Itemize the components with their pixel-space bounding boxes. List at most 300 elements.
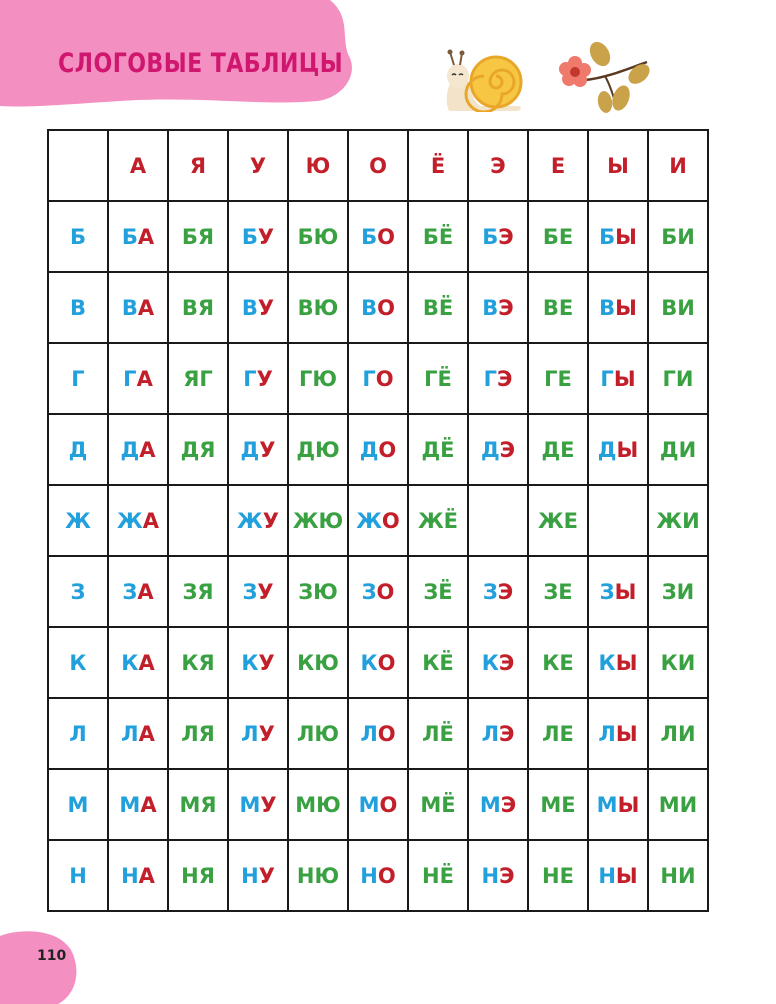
syllable-cell xyxy=(648,201,708,272)
syllable-vowel: У xyxy=(262,508,279,533)
syllable-cell xyxy=(348,201,408,272)
syllable-consonant: В xyxy=(422,295,439,320)
syllable-vowel: И xyxy=(677,650,696,675)
syllable-consonant: М xyxy=(479,792,501,817)
syllable-cell xyxy=(528,272,588,343)
syllable-cell xyxy=(528,201,588,272)
syllable-cell xyxy=(588,201,648,272)
syllable-vowel: Э xyxy=(498,650,515,675)
syllable-vowel: Я xyxy=(200,792,217,817)
syllable-consonant: Ж xyxy=(417,508,444,533)
syllable-cell xyxy=(108,343,168,414)
consonant-cell: Б xyxy=(48,201,108,272)
syllable-consonant: Л xyxy=(121,721,139,746)
syllable-vowel: И xyxy=(682,508,700,533)
syllable-cell xyxy=(108,272,168,343)
syllable-cell xyxy=(648,840,708,911)
syllable-vowel: Я xyxy=(198,721,215,746)
syllable-cell xyxy=(288,556,348,627)
syllable-cell xyxy=(408,769,468,840)
syllable-cell xyxy=(228,769,288,840)
syllable-vowel: Э xyxy=(500,792,517,817)
syllable-vowel: О xyxy=(381,508,400,533)
syllable-consonant: Н xyxy=(481,863,500,888)
syllable-cell xyxy=(408,201,468,272)
syllable-cell xyxy=(528,414,588,485)
syllable-consonant: К xyxy=(360,650,378,675)
syllable-consonant: Н xyxy=(598,863,616,888)
syllable-consonant: Л xyxy=(422,721,440,746)
syllable-consonant: К xyxy=(121,650,139,675)
syllable-vowel: Э xyxy=(497,579,514,604)
syllable-vowel: О xyxy=(379,792,398,817)
syllable-consonant: В xyxy=(599,295,616,320)
consonant-cell: К xyxy=(48,627,108,698)
syllable-vowel: Г xyxy=(199,366,213,391)
syllable-cell xyxy=(528,769,588,840)
syllable-cell xyxy=(588,627,648,698)
syllable-consonant: Б xyxy=(181,224,198,249)
syllable-consonant: Б xyxy=(599,224,616,249)
syllable-cell xyxy=(468,343,528,414)
syllable-cell xyxy=(168,769,228,840)
syllable-consonant: Д xyxy=(120,437,140,462)
syllable-cell xyxy=(648,414,708,485)
table-row xyxy=(48,698,708,769)
syllable-vowel: У xyxy=(258,721,275,746)
syllable-vowel: У xyxy=(257,579,274,604)
syllable-consonant: Г xyxy=(123,366,137,391)
syllable-vowel: Э xyxy=(499,437,516,462)
syllable-cell xyxy=(588,769,648,840)
syllable-consonant: Д xyxy=(296,437,316,462)
syllable-vowel: И xyxy=(678,437,697,462)
syllable-consonant: Б xyxy=(661,224,678,249)
table-row xyxy=(48,840,708,911)
syllable-cell xyxy=(168,343,228,414)
syllable-vowel: О xyxy=(378,437,397,462)
syllable-vowel: И xyxy=(678,863,696,888)
syllable-vowel: Е xyxy=(563,508,579,533)
syllable-vowel: Ы xyxy=(615,224,637,249)
syllable-vowel: А xyxy=(138,650,155,675)
syllable-vowel: О xyxy=(375,366,394,391)
syllable-vowel: О xyxy=(377,650,396,675)
syllable-consonant: З xyxy=(122,579,138,604)
syllable-cell xyxy=(468,272,528,343)
syllable-consonant: В xyxy=(121,295,138,320)
syllable-consonant: З xyxy=(482,579,498,604)
vowel-header-row xyxy=(48,130,708,201)
syllable-consonant: К xyxy=(422,650,440,675)
syllable-consonant: Д xyxy=(421,437,441,462)
syllable-vowel: Э xyxy=(496,366,513,391)
syllable-vowel: У xyxy=(260,792,277,817)
syllable-consonant: Д xyxy=(180,437,200,462)
table-row xyxy=(48,201,708,272)
syllable-cell xyxy=(528,485,588,556)
syllable-vowel: И xyxy=(676,579,695,604)
syllable-consonant: М xyxy=(540,792,562,817)
syllable-consonant: Н xyxy=(360,863,378,888)
syllable-cell xyxy=(588,556,648,627)
syllable-vowel: Ё xyxy=(439,650,454,675)
syllable-cell xyxy=(468,414,528,485)
syllable-cell xyxy=(348,485,408,556)
syllable-consonant: Б xyxy=(297,224,314,249)
syllable-consonant: В xyxy=(482,295,499,320)
consonant-cell: В xyxy=(48,272,108,343)
syllable-vowel: А xyxy=(137,579,154,604)
syllable-vowel: Ю xyxy=(313,224,339,249)
syllable-consonant: Н xyxy=(181,863,199,888)
syllable-consonant: Г xyxy=(662,366,676,391)
table-row xyxy=(48,627,708,698)
syllable-vowel: И xyxy=(679,792,698,817)
syllable-cell xyxy=(228,485,288,556)
syllable-vowel: Ю xyxy=(318,508,344,533)
syllable-cell xyxy=(468,840,528,911)
syllable-vowel: А xyxy=(137,224,155,249)
syllable-consonant: К xyxy=(297,650,315,675)
syllable-consonant: Н xyxy=(542,863,560,888)
syllable-vowel: Ы xyxy=(614,579,637,604)
syllable-vowel: О xyxy=(376,579,395,604)
syllable-cell xyxy=(528,698,588,769)
syllable-cell xyxy=(468,201,528,272)
syllable-consonant: Н xyxy=(660,863,678,888)
syllable-consonant: З xyxy=(543,579,559,604)
syllable-consonant: К xyxy=(660,650,678,675)
syllable-vowel: Е xyxy=(561,792,576,817)
syllable-consonant: К xyxy=(598,650,616,675)
syllable-consonant: Н xyxy=(422,863,440,888)
syllable-cell xyxy=(288,485,348,556)
syllable-cell xyxy=(648,556,708,627)
syllable-consonant: Л xyxy=(181,721,199,746)
syllable-vowel: Ё xyxy=(443,508,459,533)
syllable-cell xyxy=(228,414,288,485)
syllable-consonant: В xyxy=(297,295,314,320)
syllable-vowel: А xyxy=(138,863,155,888)
syllable-vowel: О xyxy=(377,295,395,320)
syllable-consonant: М xyxy=(658,792,680,817)
syllable-consonant: Г xyxy=(298,366,313,391)
syllable-cell xyxy=(288,201,348,272)
syllable-consonant: З xyxy=(298,579,314,604)
syllable-cell xyxy=(228,201,288,272)
syllable-cell xyxy=(588,414,648,485)
syllable-cell xyxy=(288,414,348,485)
syllable-cell xyxy=(408,343,468,414)
syllable-cell xyxy=(108,556,168,627)
syllable-consonant: Г xyxy=(243,366,257,391)
syllable-cell xyxy=(168,556,228,627)
syllable-consonant: Л xyxy=(660,721,678,746)
syllable-vowel: О xyxy=(377,224,395,249)
syllable-vowel: Е xyxy=(560,437,575,462)
syllable-consonant: Б xyxy=(422,224,439,249)
syllable-cell xyxy=(648,272,708,343)
syllable-cell xyxy=(408,485,468,556)
syllable-vowel: Е xyxy=(558,295,574,320)
syllable-cell xyxy=(228,556,288,627)
syllable-vowel: Я xyxy=(197,224,215,249)
syllable-vowel: Я xyxy=(198,863,215,888)
syllable-consonant: З xyxy=(661,579,677,604)
syllable-consonant: М xyxy=(119,792,141,817)
syllable-consonant: К xyxy=(481,650,499,675)
consonant-cell: Н xyxy=(48,840,108,911)
syllable-cell xyxy=(288,840,348,911)
syllable-vowel: И xyxy=(675,366,694,391)
corner-cell xyxy=(48,130,108,201)
syllable-cell xyxy=(468,556,528,627)
syllable-vowel: Ё xyxy=(438,295,454,320)
syllable-vowel: Ю xyxy=(313,579,338,604)
syllable-cell xyxy=(348,272,408,343)
syllable-vowel: Е xyxy=(558,224,574,249)
syllable-cell xyxy=(588,343,648,414)
table-row xyxy=(48,556,708,627)
syllable-cell xyxy=(468,769,528,840)
consonant-cell: Г xyxy=(48,343,108,414)
syllable-vowel: Э xyxy=(498,295,514,320)
syllable-vowel: Е xyxy=(559,721,574,746)
syllable-consonant: Ж xyxy=(537,508,564,533)
consonant-cell: М xyxy=(48,769,108,840)
syllable-vowel: А xyxy=(137,295,155,320)
syllable-cell xyxy=(168,414,228,485)
syllable-vowel: Ё xyxy=(439,863,454,888)
syllable-vowel: У xyxy=(256,366,273,391)
syllable-cell xyxy=(108,201,168,272)
vowel-header-cell: Ы xyxy=(588,130,648,201)
syllable-vowel: У xyxy=(257,295,275,320)
syllable-vowel: Я xyxy=(197,579,214,604)
syllable-vowel: И xyxy=(677,295,695,320)
syllable-vowel: Ы xyxy=(615,863,638,888)
syllable-cell xyxy=(348,556,408,627)
syllable-consonant: Л xyxy=(360,721,378,746)
syllable-cell xyxy=(528,343,588,414)
vowel-header-cell: Я xyxy=(168,130,228,201)
syllable-consonant: В xyxy=(241,295,258,320)
syllable-consonant: К xyxy=(542,650,560,675)
syllable-consonant: Д xyxy=(240,437,260,462)
vowel-header-cell: О xyxy=(348,130,408,201)
syllable-vowel: Ы xyxy=(613,366,636,391)
syllable-consonant: Ж xyxy=(237,508,263,533)
syllable-cell xyxy=(228,272,288,343)
syllable-consonant: В xyxy=(181,295,198,320)
syllable-cell xyxy=(348,769,408,840)
syllable-cell xyxy=(648,698,708,769)
syllable-cell xyxy=(108,840,168,911)
syllable-vowel: Е xyxy=(559,650,574,675)
syllable-cell xyxy=(288,272,348,343)
syllable-vowel: Ю xyxy=(314,721,340,746)
syllable-consonant: Д xyxy=(597,437,617,462)
syllable-consonant: К xyxy=(181,650,199,675)
syllable-cell xyxy=(588,485,648,556)
syllable-consonant: З xyxy=(182,579,198,604)
syllable-consonant: Н xyxy=(241,863,259,888)
syllable-consonant: Б xyxy=(121,224,138,249)
vowel-header-cell: Ю xyxy=(288,130,348,201)
vowel-header-cell: Ё xyxy=(408,130,468,201)
syllable-consonant: Ж xyxy=(117,508,143,533)
syllable-consonant: Н xyxy=(296,863,315,888)
syllable-cell xyxy=(348,414,408,485)
syllable-vowel: Е xyxy=(559,863,574,888)
syllable-cell xyxy=(408,840,468,911)
syllable-vowel: Э xyxy=(499,721,515,746)
syllable-vowel: Ё xyxy=(438,224,454,249)
syllable-cell xyxy=(168,272,228,343)
syllable-cell xyxy=(108,627,168,698)
syllable-cell xyxy=(528,627,588,698)
syllable-cell xyxy=(168,627,228,698)
syllable-vowel: А xyxy=(138,721,155,746)
syllable-cell xyxy=(408,272,468,343)
syllable-consonant: Ж xyxy=(356,508,382,533)
syllable-vowel: А xyxy=(136,366,153,391)
syllable-consonant: Я xyxy=(183,366,200,391)
syllable-vowel: Ю xyxy=(312,366,338,391)
syllable-consonant: Н xyxy=(121,863,139,888)
syllable-cell xyxy=(108,698,168,769)
table-row xyxy=(48,414,708,485)
syllable-cell xyxy=(228,698,288,769)
syllable-vowel: А xyxy=(139,437,156,462)
syllable-cell xyxy=(588,272,648,343)
syllable-cell xyxy=(588,698,648,769)
syllable-vowel: А xyxy=(140,792,157,817)
syllable-vowel: Ё xyxy=(439,721,454,746)
syllable-consonant: З xyxy=(423,579,439,604)
syllable-vowel: Ы xyxy=(616,437,639,462)
syllable-vowel: А xyxy=(142,508,159,533)
syllable-consonant: Б xyxy=(241,224,258,249)
syllable-cell xyxy=(108,769,168,840)
syllable-consonant: М xyxy=(239,792,261,817)
syllable-consonant: Д xyxy=(659,437,679,462)
syllable-cell xyxy=(228,840,288,911)
syllable-consonant: Г xyxy=(424,366,438,391)
syllable-vowel: Е xyxy=(557,366,572,391)
syllable-consonant: В xyxy=(542,295,559,320)
syllable-consonant: Б xyxy=(482,224,499,249)
syllable-cell xyxy=(288,769,348,840)
syllable-cell xyxy=(348,840,408,911)
syllable-vowel: У xyxy=(258,650,275,675)
syllable-vowel: Ы xyxy=(615,650,638,675)
syllable-vowel: Ы xyxy=(615,295,637,320)
consonant-cell: Ж xyxy=(48,485,108,556)
syllable-consonant: Л xyxy=(481,721,500,746)
syllable-consonant: В xyxy=(361,295,378,320)
syllable-consonant: В xyxy=(661,295,678,320)
syllable-cell xyxy=(468,627,528,698)
syllable-cell xyxy=(648,485,708,556)
syllable-vowel: Ё xyxy=(441,792,456,817)
syllable-cell xyxy=(588,840,648,911)
syllable-vowel: Э xyxy=(498,224,514,249)
syllable-cell xyxy=(288,698,348,769)
syllable-cell xyxy=(168,485,228,556)
syllable-cell xyxy=(348,627,408,698)
syllable-consonant: М xyxy=(420,792,442,817)
syllable-consonant: М xyxy=(295,792,317,817)
syllable-vowel: Я xyxy=(198,650,215,675)
syllable-cell xyxy=(168,840,228,911)
syllable-consonant: М xyxy=(358,792,380,817)
syllable-cell xyxy=(288,627,348,698)
syllable-cell xyxy=(408,698,468,769)
syllable-consonant: Д xyxy=(480,437,500,462)
table-row xyxy=(48,343,708,414)
syllable-consonant: М xyxy=(179,792,201,817)
syllable-consonant: Л xyxy=(598,721,616,746)
syllable-consonant: Г xyxy=(483,366,497,391)
flower-branch-illustration xyxy=(555,40,655,120)
syllable-cell xyxy=(648,343,708,414)
syllable-cell xyxy=(228,627,288,698)
syllable-vowel: О xyxy=(377,721,396,746)
syllable-consonant: Г xyxy=(362,366,376,391)
syllable-vowel: И xyxy=(677,721,696,746)
syllable-cell xyxy=(468,485,528,556)
vowel-header-cell: Э xyxy=(468,130,528,201)
syllable-cell xyxy=(408,556,468,627)
page-number: 110 xyxy=(37,948,67,964)
syllable-consonant: Л xyxy=(241,721,259,746)
consonant-cell: Д xyxy=(48,414,108,485)
vowel-header-cell: И xyxy=(648,130,708,201)
syllable-vowel: У xyxy=(257,224,275,249)
table-row xyxy=(48,485,708,556)
syllable-vowel: Ю xyxy=(313,295,339,320)
syllable-consonant: М xyxy=(596,792,618,817)
syllable-vowel: О xyxy=(377,863,396,888)
syllable-consonant: Л xyxy=(296,721,315,746)
syllable-vowel: Ё xyxy=(440,437,455,462)
syllable-consonant: З xyxy=(361,579,377,604)
table-row xyxy=(48,769,708,840)
syllable-consonant: Г xyxy=(544,366,558,391)
syllable-cell xyxy=(348,343,408,414)
syllable-vowel: Ё xyxy=(437,366,452,391)
syllable-cell xyxy=(408,414,468,485)
syllable-cell xyxy=(288,343,348,414)
syllable-consonant: Ж xyxy=(656,508,683,533)
syllable-vowel: Ы xyxy=(615,721,638,746)
syllable-vowel: Я xyxy=(197,295,215,320)
snail-illustration xyxy=(440,48,526,112)
syllable-consonant: Б xyxy=(361,224,378,249)
syllable-table xyxy=(47,129,709,912)
table-row xyxy=(48,272,708,343)
syllable-cell xyxy=(528,840,588,911)
syllable-consonant: Г xyxy=(600,366,614,391)
syllable-cell xyxy=(648,769,708,840)
syllable-cell xyxy=(648,627,708,698)
syllable-cell xyxy=(108,485,168,556)
syllable-cell xyxy=(348,698,408,769)
vowel-header-cell: Е xyxy=(528,130,588,201)
syllable-cell xyxy=(108,414,168,485)
